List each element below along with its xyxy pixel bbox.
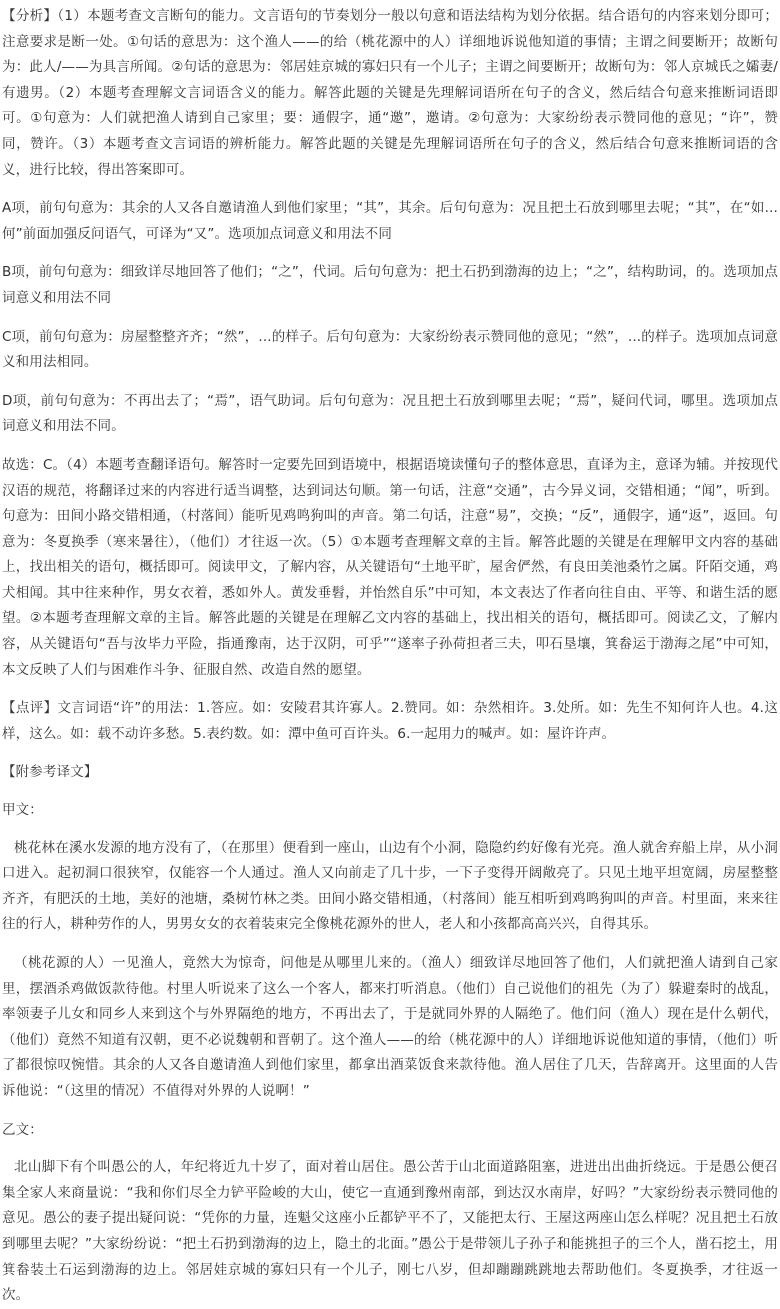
jia-translation-paragraph-1: 桃花林在溪水发源的地方没有了，（在那里）便看到一座山，山边有个小洞，隐隐约约好像有光亮。渔人就舍弃船上岸，从小洞口进入。起初洞口很狭窄，仅能容一个人通过。渔人又向前走了几十步，一下子变得开阔敞亮了。只见土地平坦宽阔，房屋整整齐齐，有肥沃的土地，美好的池塘，桑树竹林之类。田间小路交错相通，（村落间）能互相听到鸡鸣狗叫的声音。村里面，来来往往的行人，耕种劳作的人，男男女女的衣着装束完全像桃花源外的世人，老人和小孩都高高兴兴，自得其乐。: [2, 839, 778, 933]
comment-paragraph: 【点评】文言词语“许”的用法：1.答应。如：安陵君其许寡人。2.赞同。如：杂然相许。3.处所。如：先生不知何许人也。4.这样，这么。如：载不动许多愁。5.表约数。如：潭中鱼可百许头。6.一起用力的喊声。如：屋许许声。: [2, 700, 778, 742]
translation-heading: 【附参考译文】: [2, 764, 98, 781]
jia-label: 甲文：: [2, 802, 43, 819]
analysis-intro-paragraph: 【分析】（1）本题考查文言断句的能力。文言语句的节奏划分一般以句意和语法结构为划分依据。结合语句的内容来划分即可；注意要求是断一处。①句话的意思为：这个渔人——的给（桃花源中的人）详细地诉说他知道的事情；主谓之间要断开；故断句为：此人/——为具言所闻。②句话的意思为：邻居娃京城的寡妇只有一个儿子；主谓之间要断开；故断句为：邻人京城氏之孀妻/有遗男。（2）本题考查理解文言词语含义的能力。解答此题的关键是先理解词语所在句子的含义，然后结合句意来推断词语即可。①句意为：人们就把渔人请到自己家里；要：通假字，通“邀”，邀请。②句意为：大家纷纷表示赞同他的意见；“许”，赞同，赞许。（3）本题考查文言词语的辨析能力。解答此题的关键是先理解词语所在句子的含义，然后结合句意来推断词语的含义，进行比较，得出答案即可。: [2, 8, 778, 178]
option-d-paragraph: D项，前句句意为：不再出去了；“焉”，语气助词。后句句意为：况且把土石放到哪里去呢；“焉”，疑问代词，哪里。选项加点词意义和用法不同。: [2, 392, 778, 435]
conclusion-paragraph: 故选：C。（4）本题考查翻译语句。解答时一定要先回到语境中，根据语境读懂句子的整体意思，直译为主，意译为辅。并按现代汉语的规范，将翻译过来的内容进行适当调整，达到词达句顺。第一句话，注意“交通”，古今异义词，交错相通；“闻”，听到。句意为：田间小路交错相通，（村落间）能听见鸡鸣狗叫的声音。第二句话，注意“易”，交换；“反”，通假字，通“返”，返回。句意为：冬夏换季（寒来暑往），（他们）才往返一次。（5）①本题考查理解文章的主旨。解答此题的关键是在理解甲文内容的基础上，找出相关的语句，概括即可。阅读甲文，了解内容，从关键语句“土地平旷，屋舍俨然，有良田美池桑竹之属。阡陌交通，鸡犬相闻。其中往来种作，男女衣着，悉如外人。黄发垂髫，并怡然自乐”中可知，本文表达了作者向往自由、平等、和谐生活的愿望。②本题考查理解文章的主旨。解答此题的关键是在理解乙文内容的基础上，找出相关的语句，概括即可。阅读乙文，了解内容，从关键语句“吾与汝毕力平险，指通豫南，达于汉阴，可乎”“遂率子孙荷担者三夫，叩石垦壤，箕畚运于渤海之尾”中可知，本文反映了人们与困难作斗争、征服自然、改造自然的愿望。: [2, 456, 778, 678]
yi-translation-paragraph-1: 北山脚下有个叫愚公的人，年纪将近九十岁了，面对着山居住。愚公苦于山北面道路阻塞，进进出出曲折绕远。于是愚公便召集全家人来商量说：“我和你们尽全力铲平险峻的大山，使它一直通到豫州南部，到达汉水南岸，好吗？”大家纷纷表示赞同他的意见。愚公的妻子提出疑问说：“凭你的力量，连魁父这座小丘都铲平不了，又能把太行、王屋这两座山怎么样呢？况且把土石放到哪里去呢？”大家纷纷说：“把土石扔到渤海的边上，隐土的北面。”愚公于是带领儿子孙子和能挑担子的三个人，凿石挖土，用箕畚装土石运到渤海的边上。邻居娃京城的寡妇只有一个儿子，刚七八岁，但却蹦蹦跳跳地去帮助他们。冬夏换季，才往返一次。: [2, 1159, 778, 1304]
option-b-paragraph: B项，前句句意为：细致详尽地回答了他们；“之”，代词。后句句意为：把土石扔到渤海的边上；“之”，结构助词，的。选项加点词意义和用法不同: [2, 264, 778, 306]
option-c-paragraph: C项，前句句意为：房屋整整齐齐；“然”，...的样子。后句句意为：大家纷纷表示赞同他的意见；“然”，...的样子。选项加点词意义和用法相同。: [2, 328, 778, 371]
yi-label: 乙文：: [2, 1121, 43, 1138]
option-a-paragraph: A项，前句句意为：其余的人又各自邀请渔人到他们家里；“其”，其余。后句句意为：况且把土石放到哪里去呢；“其”，在“如...何”前面加强反问语气，可译为“又”。选项加点词意义和用法不同: [2, 200, 778, 242]
jia-translation-paragraph-2: （桃花源的人）一见渔人，竟然大为惊奇，问他是从哪里儿来的。（渔人）细致详尽地回答了他们，人们就把渔人请到自己家里，摆酒杀鸡做饭款待他。村里人听说来了这么一个客人，都来打听消息。（他们）自己说他们的祖先（为了）躲避秦时的战乱，率领妻子儿女和同乡人来到这个与外界隔绝的地方，不再出去了，于是就同外界的人隔绝了。他们问（渔人）现在是什么朝代，（他们）竟然不知道有汉朝，更不必说魏朝和晋朝了。这个渔人——的给（桃花源中的人）详细地诉说他知道的事情，（他们）听了都很惊叹惋惜。其余的人又各自邀请渔人到他们家里，都拿出酒菜饭食来款待他。渔人居住了几天，告辞离开。这里面的人告诉他说：“（这里的情况）不值得对外界的人说啊！”: [2, 955, 778, 1099]
